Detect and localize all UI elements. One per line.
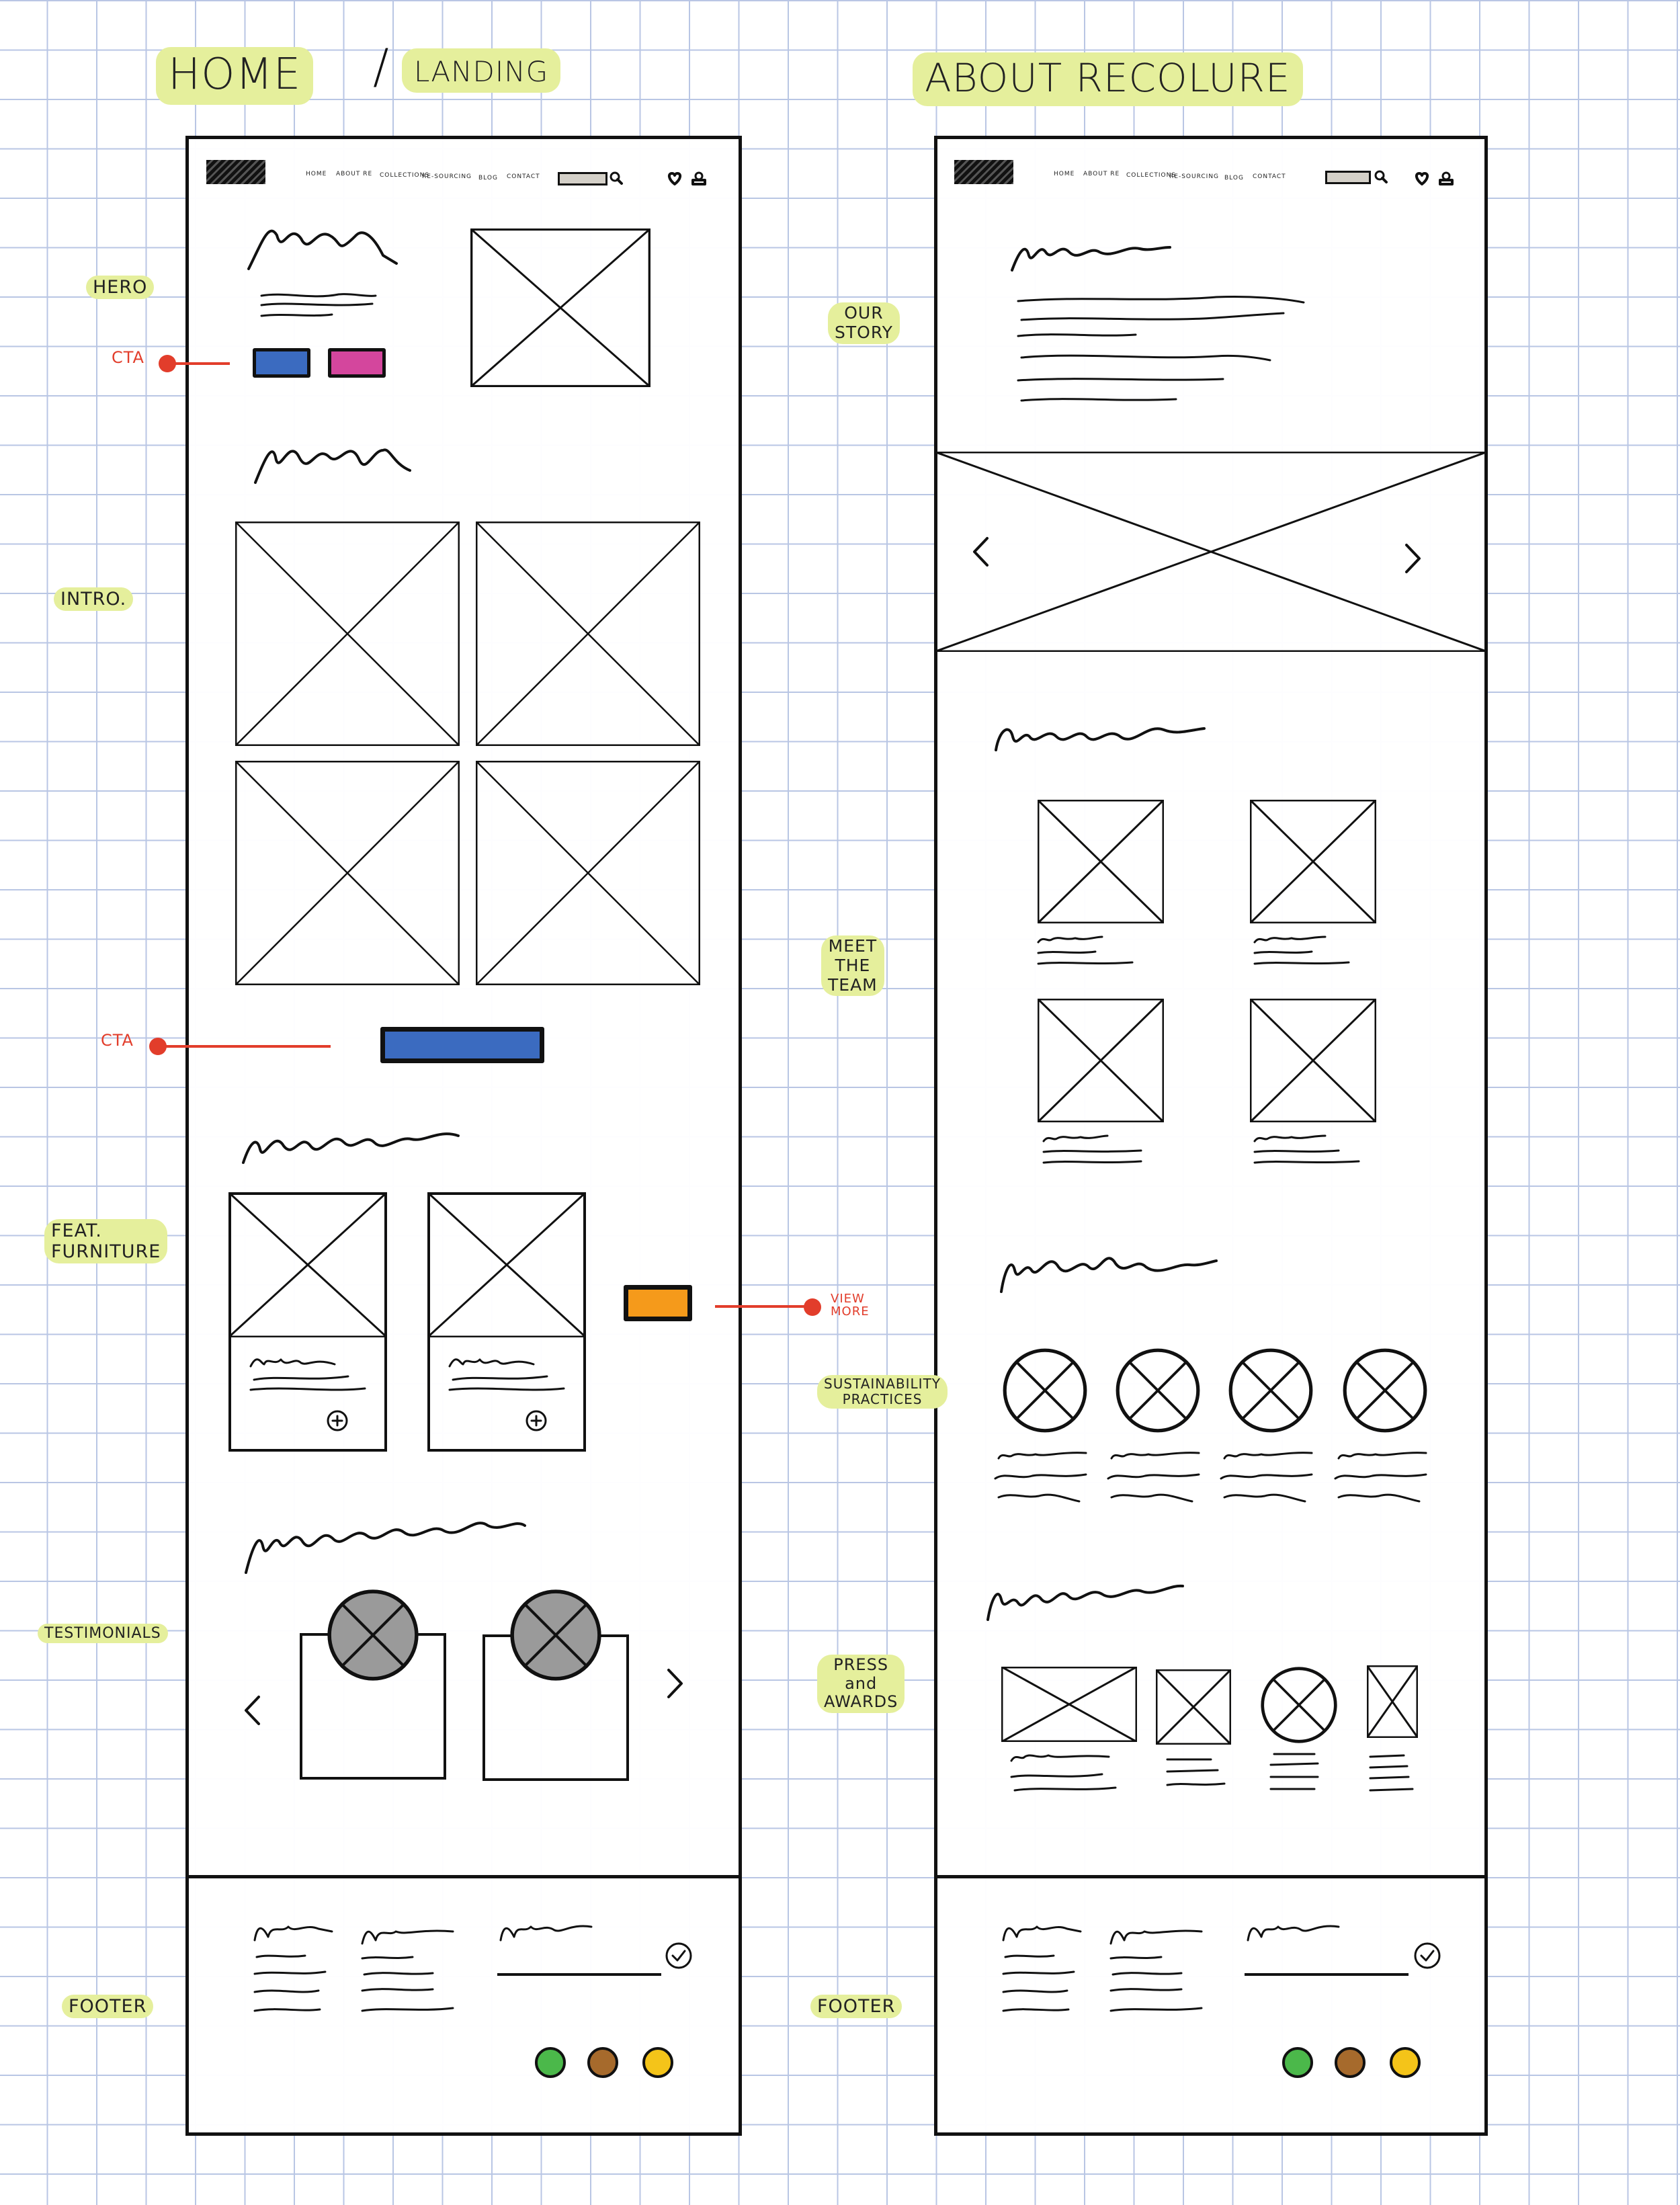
home-heart-icon[interactable] — [667, 171, 683, 185]
annotation-cta-2: CTA — [101, 1031, 134, 1050]
annotation-press-awards-line1: PRESS — [833, 1655, 889, 1674]
annotation-hero: HERO — [86, 276, 154, 299]
press-logo-1 — [1001, 1667, 1137, 1742]
hero-text-scribble — [258, 289, 379, 323]
annotation-meet-team-line1: MEET — [828, 936, 878, 956]
annotation-footer-home: FOOTER — [62, 1995, 153, 2018]
home-nav-collections[interactable]: COLLECTIONS — [380, 172, 430, 179]
practice-icon-1 — [1001, 1347, 1089, 1434]
about-footer-col1 — [1000, 1917, 1101, 2044]
annotation-sustainability-line2: PRACTICES — [842, 1391, 923, 1407]
about-nav-resourcing[interactable]: RE-SOURCING — [1169, 173, 1220, 180]
story-carousel-next-icon[interactable] — [1403, 542, 1423, 575]
annotation-view-more-line — [715, 1305, 810, 1308]
annotation-press-awards — [817, 1655, 905, 1713]
home-footer-col2 — [359, 1917, 460, 2044]
about-social-icon-yellow[interactable] — [1390, 2047, 1421, 2078]
about-logo — [954, 160, 1013, 184]
hero-cta-primary-button[interactable] — [253, 348, 310, 378]
press-caption-3 — [1267, 1747, 1328, 1801]
home-newsletter-input[interactable] — [497, 1973, 661, 1976]
product-card-2-text — [446, 1349, 567, 1403]
home-account-icon[interactable] — [691, 171, 707, 185]
team-photo-4 — [1250, 999, 1376, 1122]
intro-image-3 — [235, 761, 460, 985]
intro-cta-button[interactable] — [380, 1027, 544, 1063]
annotation-view-more-dot — [804, 1298, 821, 1316]
home-nav-about[interactable]: ABOUT RE — [336, 171, 373, 177]
annotation-meet-team — [821, 935, 884, 996]
featured-heading-scribble — [237, 1116, 465, 1169]
title-slash: / — [373, 39, 389, 94]
team-member-3-caption — [1040, 1129, 1148, 1169]
annotation-our-story-line2: STORY — [835, 322, 893, 342]
practice-icon-4 — [1341, 1347, 1429, 1434]
about-footer-divider — [934, 1875, 1488, 1878]
press-caption-2 — [1164, 1753, 1231, 1800]
practice-icon-2 — [1114, 1347, 1202, 1434]
hero-cta-secondary-button[interactable] — [328, 348, 386, 378]
home-newsletter-heading — [497, 1910, 598, 1950]
press-caption-1 — [1008, 1747, 1122, 1801]
intro-image-4 — [476, 761, 700, 985]
home-title: HOME — [156, 47, 313, 105]
about-search-input[interactable] — [1325, 171, 1371, 184]
home-logo — [206, 160, 265, 184]
about-search-icon[interactable] — [1374, 169, 1388, 184]
home-nav-blog[interactable]: BLOG — [478, 175, 498, 181]
press-logo-4 — [1367, 1665, 1418, 1738]
team-member-4-caption — [1251, 1129, 1359, 1169]
about-title: ABOUT RECOLURE — [913, 52, 1303, 106]
annotation-featured-line1: FEAT. — [51, 1220, 102, 1241]
home-social-icon-yellow[interactable] — [642, 2047, 673, 2078]
annotation-testimonials: TESTIMONIALS — [38, 1624, 168, 1643]
product-card-1-image — [228, 1192, 387, 1337]
about-account-icon[interactable] — [1438, 171, 1454, 185]
intro-heading-scribble — [249, 430, 417, 491]
team-member-2-caption — [1251, 930, 1352, 970]
home-nav-home[interactable]: HOME — [306, 171, 327, 177]
story-carousel-prev-icon[interactable] — [970, 535, 991, 569]
annotation-featured — [44, 1219, 167, 1263]
team-photo-2 — [1250, 800, 1376, 923]
sustainability-heading-scribble — [995, 1237, 1223, 1297]
story-paragraph-scribble — [1015, 293, 1310, 427]
annotation-press-awards-line2: and — [845, 1673, 878, 1693]
product-card-2-add-icon[interactable] — [524, 1409, 548, 1433]
annotation-view-more-line2: MORE — [831, 1304, 870, 1319]
about-nav-collections[interactable]: COLLECTIONS — [1126, 172, 1177, 179]
practice-text-1 — [992, 1445, 1093, 1526]
hero-heading-scribble — [242, 215, 403, 276]
annotation-sustainability — [817, 1375, 948, 1409]
annotation-intro: INTRO. — [54, 587, 133, 611]
annotation-footer-about: FOOTER — [810, 1995, 902, 2018]
about-social-icon-brown[interactable] — [1335, 2047, 1366, 2078]
about-newsletter-input[interactable] — [1245, 1973, 1409, 1976]
team-photo-1 — [1038, 800, 1164, 923]
home-social-icon-brown[interactable] — [587, 2047, 618, 2078]
home-newsletter-submit-icon[interactable] — [664, 1941, 694, 1970]
press-logo-2 — [1156, 1669, 1231, 1745]
team-heading-scribble — [989, 710, 1211, 763]
home-footer-col1 — [251, 1917, 352, 2044]
view-more-button[interactable] — [624, 1285, 692, 1321]
testimonials-next-arrow-icon[interactable] — [665, 1667, 685, 1700]
product-card-2-image — [427, 1192, 586, 1337]
landing-subtitle: LANDING — [402, 48, 560, 93]
story-heading-scribble — [1005, 228, 1173, 276]
about-social-icon-green[interactable] — [1282, 2047, 1313, 2078]
about-heart-icon[interactable] — [1414, 171, 1430, 185]
intro-image-1 — [235, 522, 460, 746]
annotation-cta-2-line — [159, 1045, 331, 1048]
team-member-1-caption — [1035, 930, 1136, 970]
about-nav-about[interactable]: ABOUT RE — [1083, 171, 1120, 177]
about-nav-contact[interactable]: CONTACT — [1253, 173, 1286, 180]
home-nav-contact[interactable]: CONTACT — [507, 173, 540, 180]
annotation-press-awards-line3: AWARDS — [824, 1692, 898, 1712]
home-nav-resourcing[interactable]: RE-SOURCING — [422, 173, 472, 180]
product-card-1-add-icon[interactable] — [325, 1409, 349, 1433]
annotation-view-more-line1: VIEW — [831, 1292, 865, 1306]
testimonial-avatar-1 — [327, 1589, 419, 1681]
annotation-featured-line2: FURNITURE — [51, 1241, 161, 1263]
home-footer-divider — [185, 1875, 742, 1878]
home-search-input[interactable] — [558, 172, 607, 185]
annotation-meet-team-line2: THE — [835, 955, 871, 975]
about-nav-blog[interactable]: BLOG — [1224, 175, 1244, 181]
about-newsletter-submit-icon[interactable] — [1413, 1941, 1442, 1970]
about-nav-home[interactable]: HOME — [1054, 171, 1075, 177]
annotation-our-story — [828, 302, 900, 344]
practice-text-4 — [1332, 1445, 1433, 1526]
annotation-meet-team-line3: TEAM — [828, 974, 878, 995]
practice-text-3 — [1218, 1445, 1318, 1526]
annotation-view-more — [831, 1293, 870, 1319]
home-search-icon[interactable] — [609, 171, 624, 185]
team-photo-3 — [1038, 999, 1164, 1122]
press-caption-4 — [1367, 1750, 1421, 1804]
annotation-cta-1: CTA — [112, 348, 144, 367]
product-card-1-text — [247, 1349, 368, 1403]
annotation-sustainability-line1: SUSTAINABILITY — [824, 1376, 941, 1392]
about-wireframe — [934, 136, 1488, 2136]
about-footer-col2 — [1107, 1917, 1208, 2044]
annotation-our-story-line1: OUR — [844, 303, 884, 323]
intro-image-2 — [476, 522, 700, 746]
practice-text-2 — [1105, 1445, 1206, 1526]
testimonials-prev-arrow-icon[interactable] — [242, 1694, 262, 1727]
about-newsletter-heading — [1245, 1910, 1345, 1950]
hero-image-placeholder — [470, 228, 650, 387]
annotation-cta-1-line — [168, 362, 230, 365]
testimonial-avatar-2 — [509, 1589, 602, 1681]
press-logo-3 — [1259, 1665, 1339, 1745]
press-heading-scribble — [981, 1566, 1189, 1626]
practice-icon-3 — [1227, 1347, 1314, 1434]
testimonials-heading-scribble — [239, 1505, 528, 1579]
home-social-icon-green[interactable] — [535, 2047, 566, 2078]
